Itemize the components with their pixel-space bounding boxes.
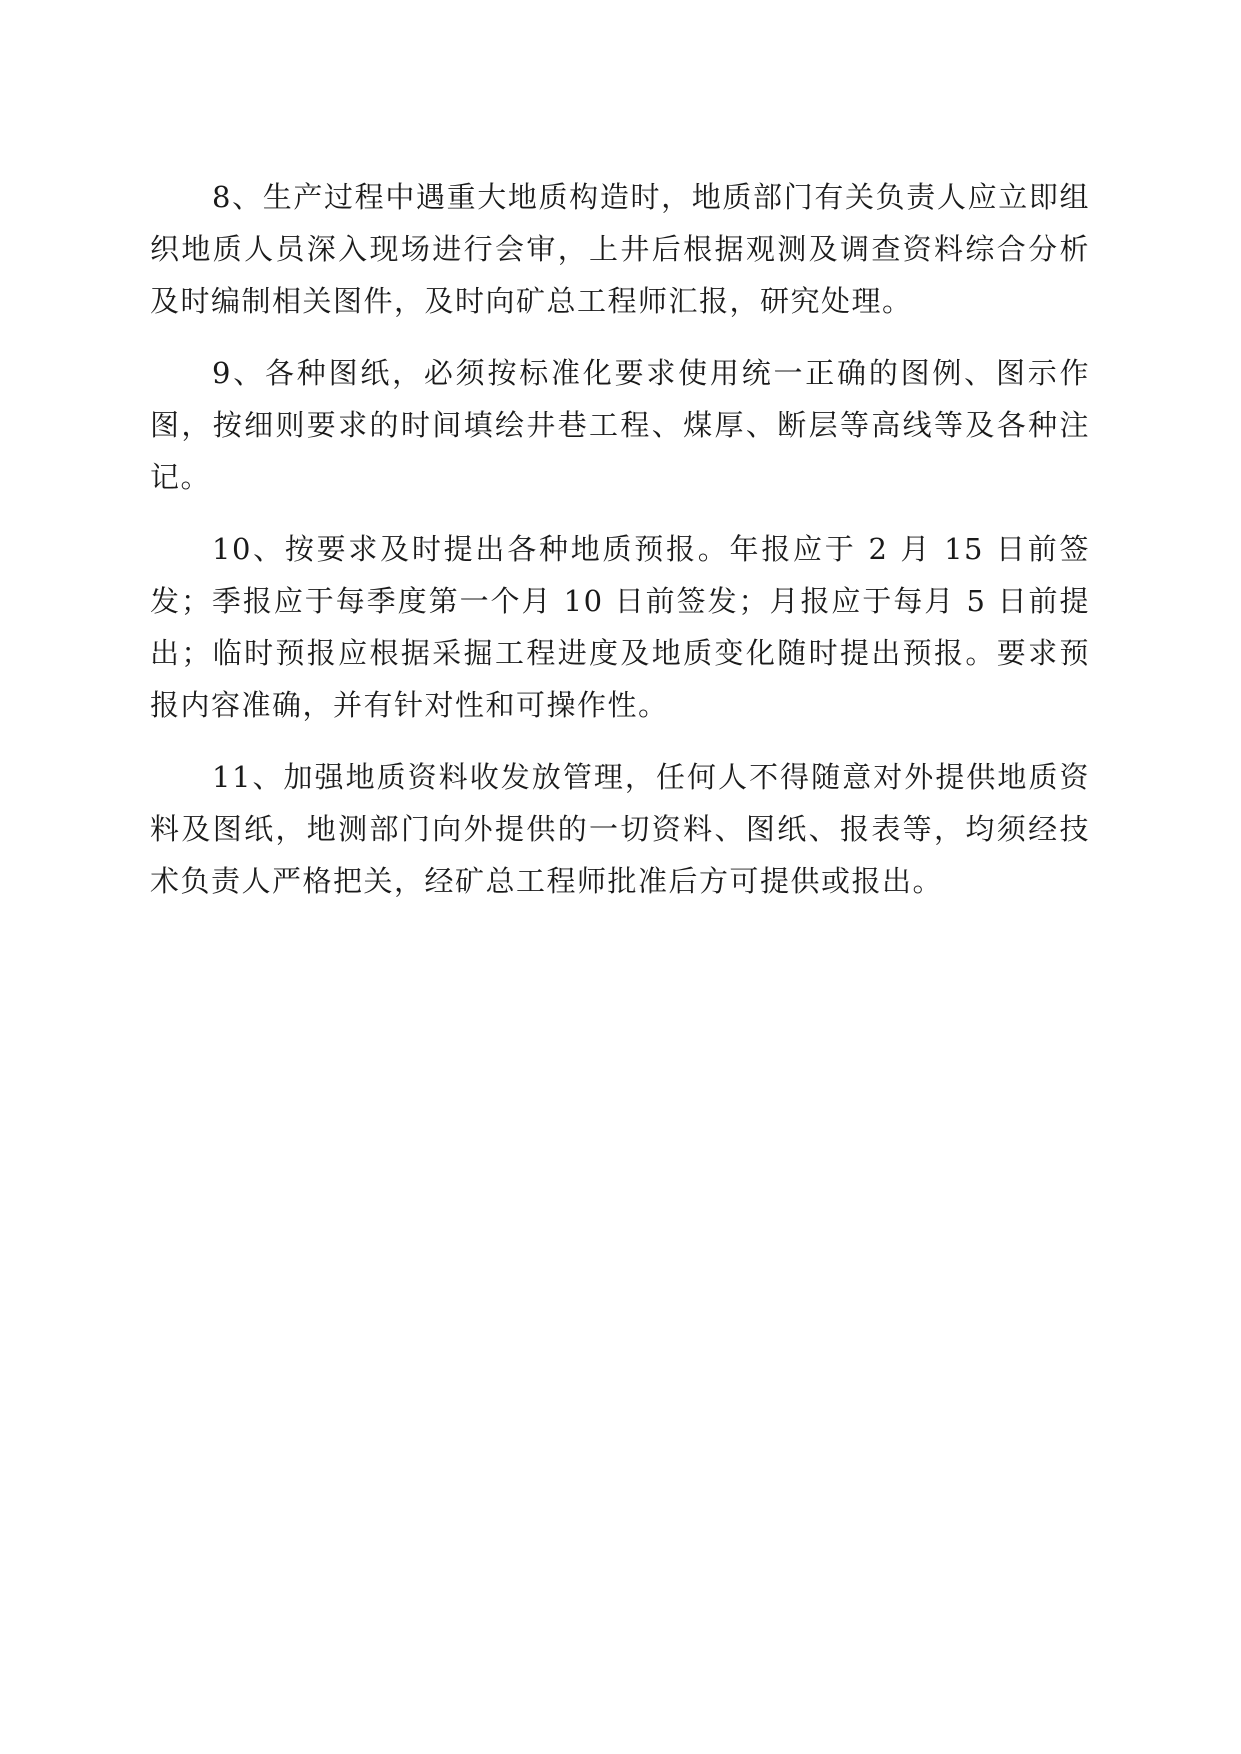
document-body	[150, 171, 1090, 927]
paragraph-8: 8、生产过程中遇重大地质构造时，地质部门有关负责人应立即组织地质人员深入现场进行会审，上井后根据观测及调查资料综合分析及时编制相关图件，及时向矿总工程师汇报，研究处理。	[150, 180, 1090, 318]
paragraph-9: 9、各种图纸，必须按标准化要求使用统一正确的图例、图示作图，按细则要求的时间填绘井巷工程、煤厚、断层等高线等及各种注记。	[150, 356, 1090, 494]
paragraph-11: 11、加强地质资料收发放管理，任何人不得随意对外提供地质资料及图纸，地测部门向外提供的一切资料、图纸、报表等，均须经技术负责人严格把关，经矿总工程师批准后方可提供或报出。	[150, 760, 1090, 898]
paragraph-10: 10、按要求及时提出各种地质预报。年报应于 2 月 15 日前签发；季报应于每季度第一个月 10 日前签发；月报应于每月 5 日前提出；临时预报应根据采掘工程进度及地质变化随时提出预报。要求预报内容准确，并有针对性和可操作性。	[150, 532, 1090, 722]
